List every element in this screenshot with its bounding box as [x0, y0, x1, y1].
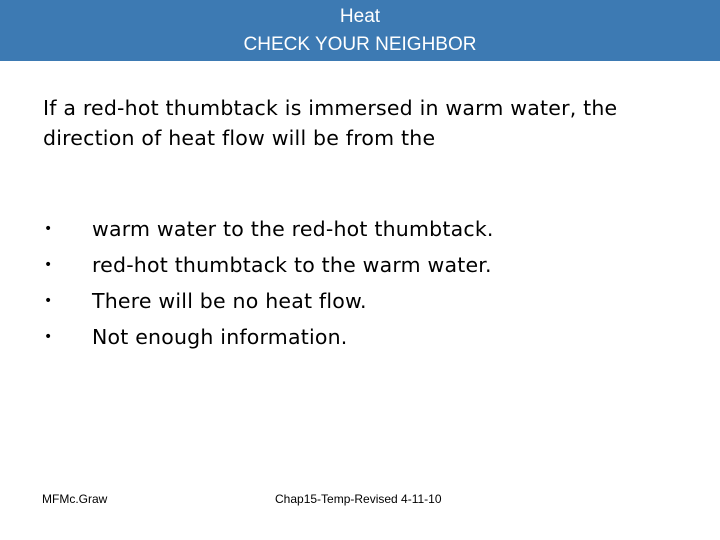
choice-item [40, 211, 660, 247]
choice-text: warm water to the red-hot thumbtack. [92, 217, 494, 241]
footer-author: MFMc.Graw [42, 492, 108, 506]
choice-item [40, 247, 660, 283]
answer-choices [40, 211, 660, 355]
slide-subtitle: CHECK YOUR NEIGHBOR [243, 34, 477, 55]
choice-item [40, 283, 660, 319]
bullet-icon: • [44, 329, 53, 345]
question-text: If a red-hot thumbtack is immersed in warm water, the direction of heat flow will be from the [43, 96, 618, 150]
bullet-icon: • [44, 293, 53, 309]
bullet-icon: • [44, 257, 53, 273]
choice-text: There will be no heat flow. [92, 289, 367, 313]
choice-text: Not enough information. [92, 325, 348, 349]
slide-header [0, 0, 720, 61]
bullet-icon: • [44, 221, 53, 237]
slide-title: Heat [339, 6, 381, 27]
choice-text: red-hot thumbtack to the warm water. [92, 253, 492, 277]
footer-chapter: Chap15-Temp-Revised 4-11-10 [275, 492, 442, 506]
choice-item [40, 319, 660, 355]
